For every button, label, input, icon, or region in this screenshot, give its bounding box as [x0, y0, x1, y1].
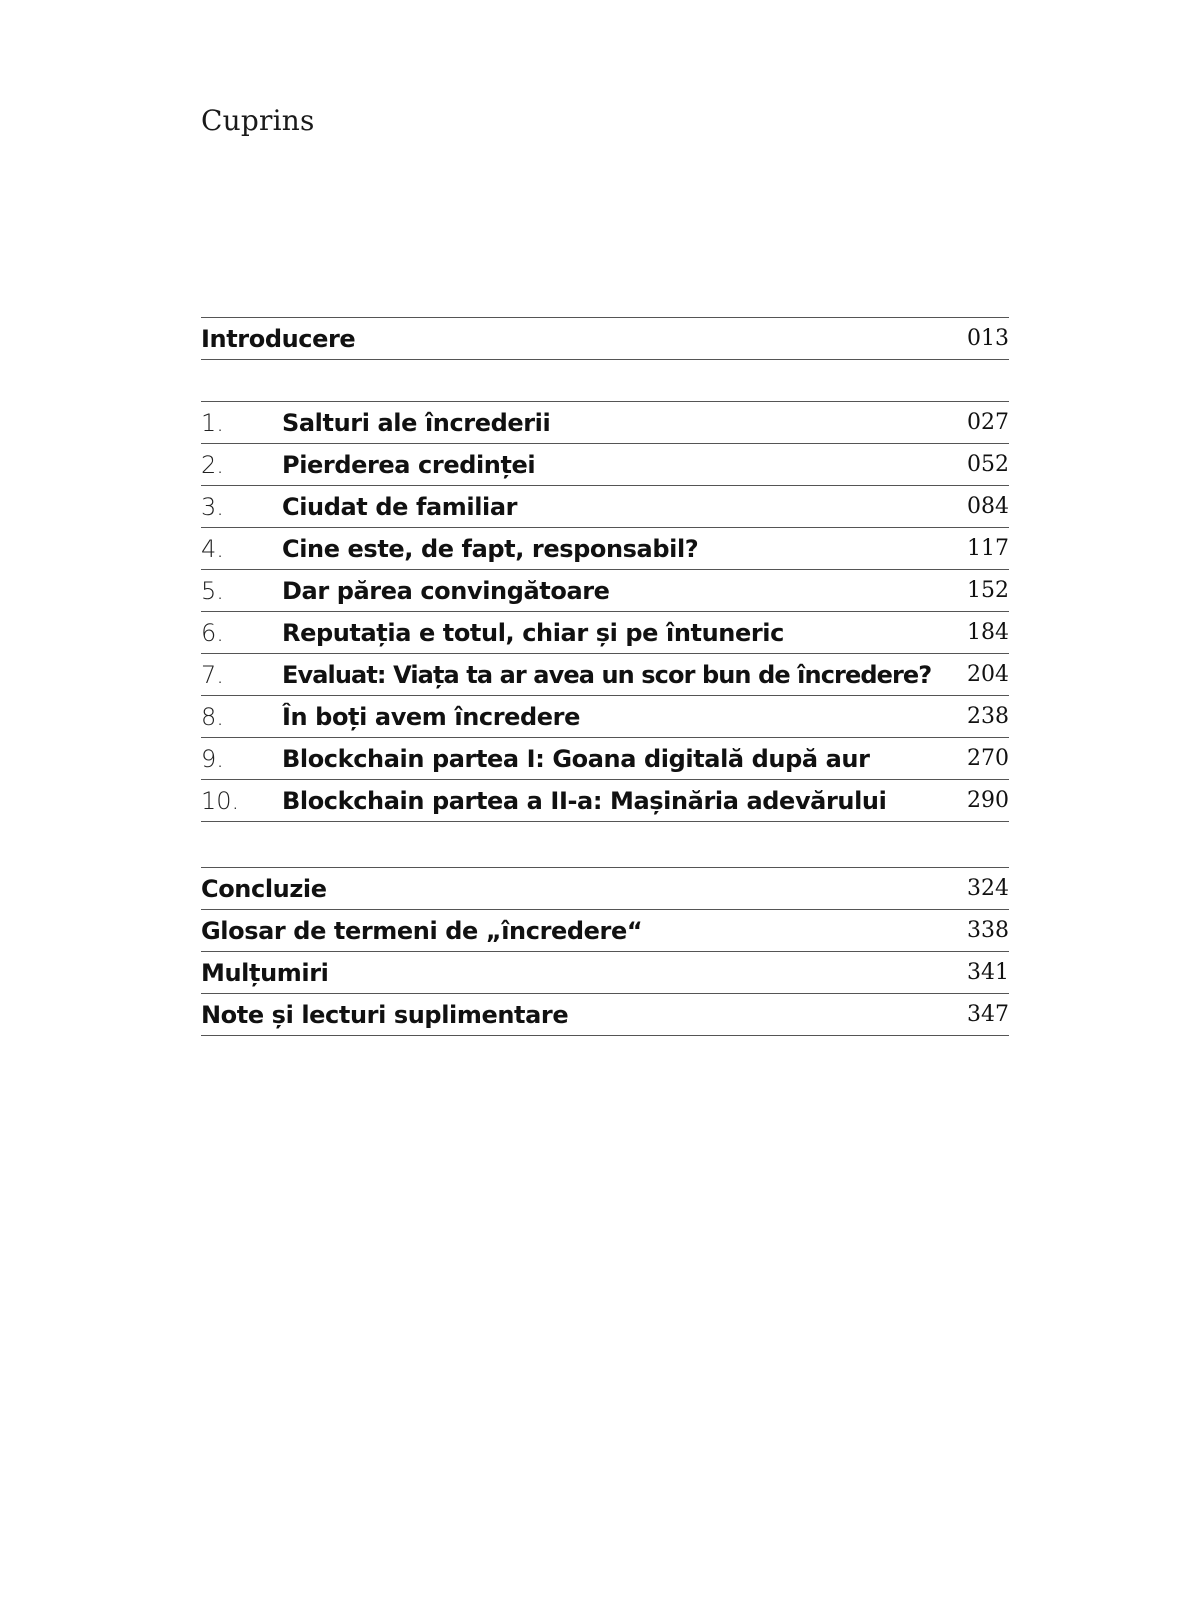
toc-entry-number: 7.	[201, 660, 224, 689]
toc-entry-chapter-9[interactable]	[201, 738, 1009, 780]
toc-entry-number: 10.	[201, 786, 240, 815]
toc-entry-title: Concluzie	[201, 874, 327, 903]
toc-entry-number: 5.	[201, 576, 224, 605]
toc-entry-page: 290	[967, 788, 1009, 813]
toc-entry-title: Reputația e totul, chiar și pe întuneric	[282, 618, 784, 647]
toc-entry-page: 152	[967, 578, 1009, 603]
toc-entry-page: 184	[967, 620, 1009, 645]
toc-entry-introducere[interactable]	[201, 318, 1009, 360]
toc-entry-title: Note și lecturi suplimentare	[201, 1000, 569, 1029]
toc-entry-title: Introducere	[201, 324, 356, 353]
toc-entry-chapter-2[interactable]	[201, 444, 1009, 486]
toc-entry-number: 9.	[201, 744, 224, 773]
toc-entry-number: 6.	[201, 618, 224, 647]
toc-entry-title: În boți avem încredere	[282, 702, 580, 731]
toc-intro-section	[201, 317, 1009, 360]
toc-entry-chapter-10[interactable]	[201, 780, 1009, 822]
page-title: Cuprins	[201, 104, 315, 137]
toc-entry-page: 117	[967, 536, 1009, 561]
toc-entry-multumiri[interactable]	[201, 952, 1009, 994]
toc-entry-page: 027	[967, 410, 1009, 435]
toc-entry-page: 052	[967, 452, 1009, 477]
toc-entry-page: 238	[967, 704, 1009, 729]
toc-entry-page: 204	[967, 662, 1009, 687]
toc-entry-chapter-5[interactable]	[201, 570, 1009, 612]
toc-entry-title: Cine este, de fapt, responsabil?	[282, 534, 699, 563]
toc-entry-page: 347	[967, 1002, 1009, 1027]
toc-entry-number: 1.	[201, 408, 224, 437]
toc-entry-note[interactable]	[201, 994, 1009, 1036]
toc-entry-chapter-3[interactable]	[201, 486, 1009, 528]
toc-entry-page: 084	[967, 494, 1009, 519]
toc-entry-title: Pierderea credinței	[282, 450, 536, 479]
toc-entry-glosar[interactable]	[201, 910, 1009, 952]
toc-entry-title: Dar părea convingătoare	[282, 576, 610, 605]
toc-entry-number: 4.	[201, 534, 224, 563]
toc-entry-title: Evaluat: Viața ta ar avea un scor bun de încredere?	[282, 660, 932, 689]
toc-entry-page: 013	[967, 326, 1009, 351]
toc-entry-title: Mulțumiri	[201, 958, 329, 987]
toc-entry-chapter-8[interactable]	[201, 696, 1009, 738]
toc-chapters-section	[201, 401, 1009, 822]
toc-entry-chapter-6[interactable]	[201, 612, 1009, 654]
toc-entry-title: Blockchain partea a II-a: Mașinăria adevărului	[282, 786, 887, 815]
toc-entry-title: Blockchain partea I: Goana digitală după aur	[282, 744, 870, 773]
toc-entry-page: 338	[967, 918, 1009, 943]
toc-entry-page: 324	[967, 876, 1009, 901]
toc-entry-page: 341	[967, 960, 1009, 985]
toc-entry-title: Glosar de termeni de „încredere“	[201, 916, 643, 945]
toc-back-matter-section	[201, 867, 1009, 1036]
toc-entry-title: Ciudat de familiar	[282, 492, 518, 521]
toc-entry-number: 3.	[201, 492, 224, 521]
toc-entry-page: 270	[967, 746, 1009, 771]
toc-entry-chapter-4[interactable]	[201, 528, 1009, 570]
toc-entry-title: Salturi ale încrederii	[282, 408, 551, 437]
toc-entry-chapter-7[interactable]	[201, 654, 1009, 696]
toc-entry-chapter-1[interactable]	[201, 402, 1009, 444]
toc-entry-number: 8.	[201, 702, 224, 731]
toc-entry-concluzie[interactable]	[201, 868, 1009, 910]
toc-entry-number: 2.	[201, 450, 224, 479]
